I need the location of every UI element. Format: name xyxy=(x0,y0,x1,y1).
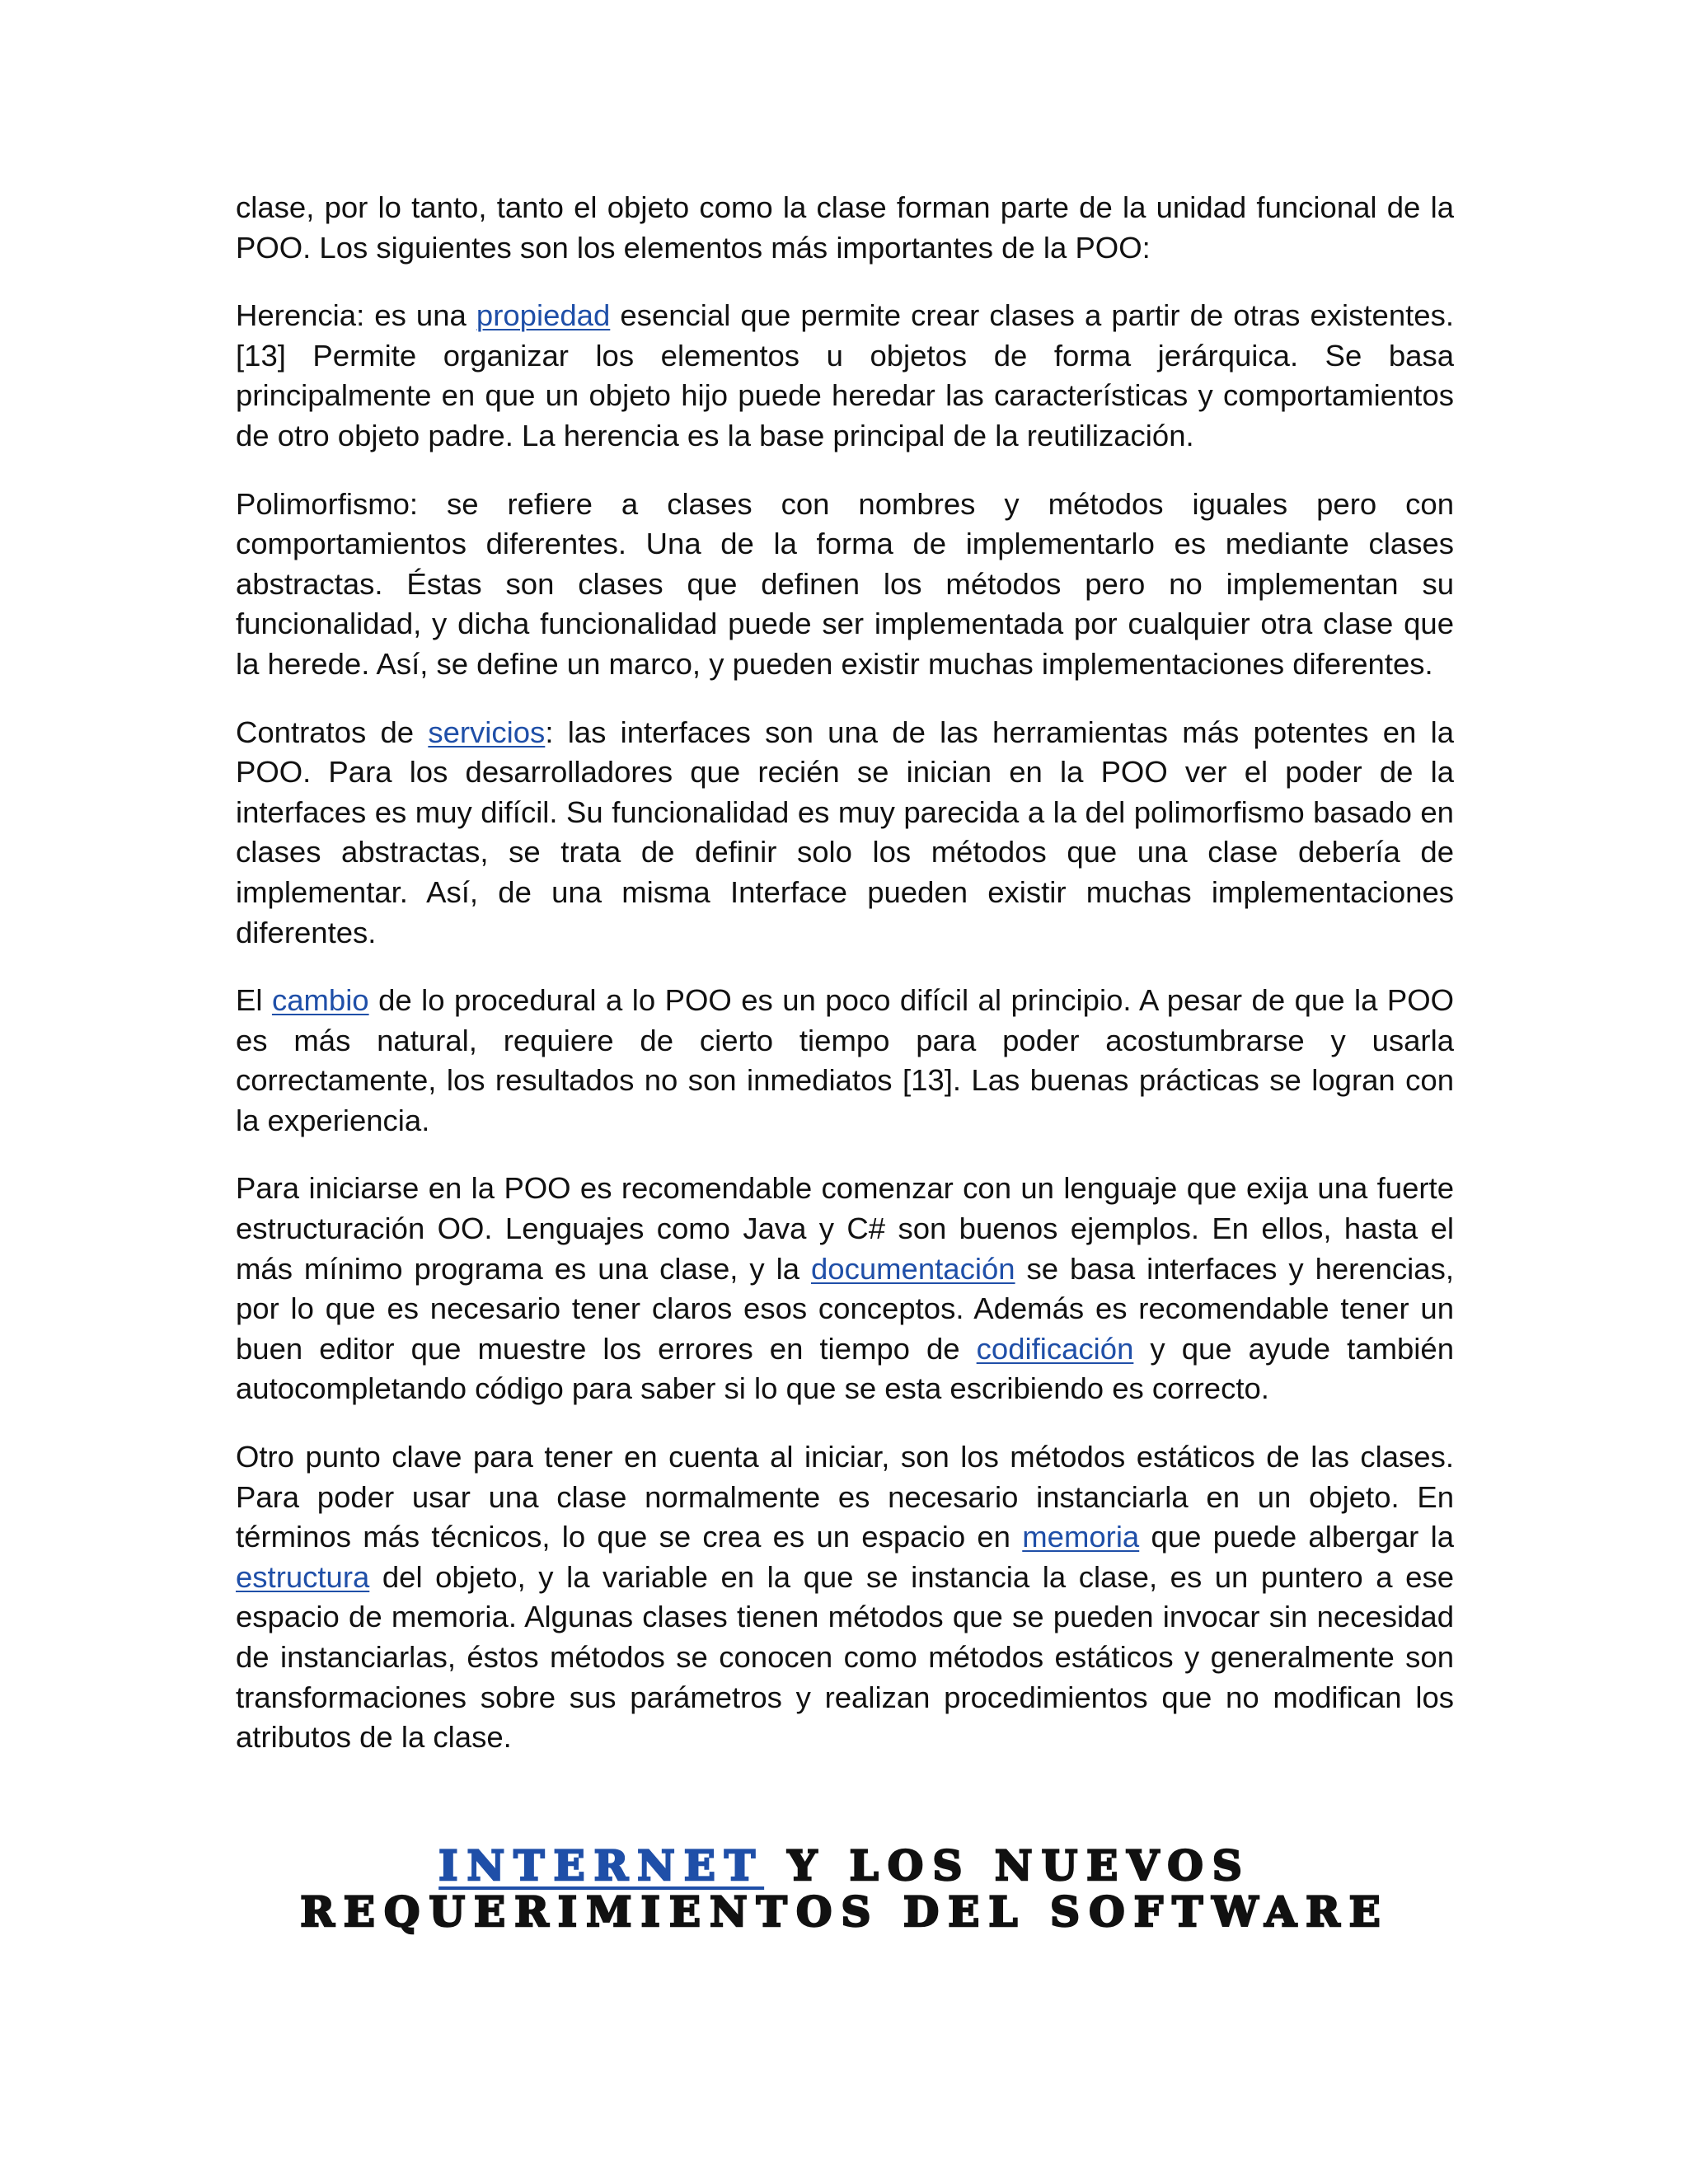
link-internet[interactable]: INTERNET xyxy=(438,1841,765,1890)
paragraph-text: Contratos de xyxy=(236,715,429,749)
paragraph-text: esencial que permite crear clases a partir de otras existentes. [13] Permite organizar los elementos u objetos de forma jerárquica. Se basa principalmente en que un objeto hijo puede heredar las características y comportamientos de otro objeto padre. La herencia es la base principal de la reutilización. xyxy=(236,298,1454,452)
section-heading xyxy=(236,1843,1454,1935)
link-codificacion[interactable]: codificación xyxy=(976,1331,1134,1366)
paragraph-text: : las interfaces son una de las herramientas más potentes en la POO. Para los desarrolladores que recién se inician en la POO ver el poder de la interfaces es muy difícil. Su funcionalidad es muy parecida a la del polimorfismo basado en clases abstractas, se trata de definir solo los métodos que una clase debería de implementar. Así, de una misma Interface pueden existir muchas implementaciones diferentes. xyxy=(236,715,1454,949)
link-estructura[interactable]: estructura xyxy=(236,1559,370,1594)
body-text xyxy=(236,188,1454,1786)
paragraph-polimorfismo xyxy=(236,485,1454,685)
link-memoria[interactable]: memoria xyxy=(1022,1520,1140,1554)
paragraph-text: de lo procedural a lo POO es un poco difícil al principio. A pesar de que la POO es más natural, requiere de cierto tiempo para poder acostumbrarse y usarla correctamente, los resultados no son inmediatos [13]. Las buenas prácticas se logran con la experiencia. xyxy=(236,983,1454,1137)
paragraph-text: Polimorfismo: se refiere a clases con nombres y métodos iguales pero con comportamientos diferentes. Una de la forma de implementarlo es mediante clases abstractas. Éstas son clases que definen los métodos pero no implementan su funcionalidad, y dicha funcionalidad puede ser implementada por cualquier otra clase que la herede. Así, se define un marco, y pueden existir muchas implementaciones diferentes. xyxy=(236,486,1454,681)
heading-line1-rest: Y LOS NUEVOS xyxy=(764,1841,1251,1890)
link-servicios[interactable]: servicios xyxy=(428,715,546,749)
link-propiedad[interactable]: propiedad xyxy=(476,298,611,333)
paragraph-text: clase, por lo tanto, tanto el objeto como la clase forman parte de la unidad funcional de la POO. Los siguientes son los elementos más importantes de la POO: xyxy=(236,190,1454,265)
paragraph-text: del objeto, y la variable en la que se instancia la clase, es un puntero a ese espacio de memoria. Algunas clases tienen métodos que se pueden invocar sin necesidad de instanciarlas, éstos métodos se conocen como métodos estáticos y generalmente son transformaciones sobre sus parámetros y realizan procedimientos que no modifican los atributos de la clase. xyxy=(236,1559,1454,1755)
paragraph-text: Otro punto clave para tener en cuenta al iniciar, son los métodos estáticos de las clases. Para poder usar una clase normalmente es necesario instanciarla en un objeto. En términos más técnicos, lo que se crea es un espacio en xyxy=(236,1440,1454,1554)
paragraph-metodos-estaticos xyxy=(236,1437,1454,1758)
paragraph-text: El xyxy=(236,983,272,1018)
paragraph-cambio xyxy=(236,981,1454,1141)
paragraph-text: se basa interfaces y herencias, por lo que es necesario tener claros esos conceptos. Además es recomendable tener un buen editor que muestre los errores en tiempo de xyxy=(236,1251,1454,1366)
paragraph-text: que puede albergar la xyxy=(1139,1520,1454,1554)
link-documentacion[interactable]: documentación xyxy=(811,1251,1015,1286)
paragraph-text: Para iniciarse en la POO es recomendable comenzar con un lenguaje que exija una fuerte estructuración OO. Lenguajes como Java y C# son buenos ejemplos. En ellos, hasta el más mínimo programa es una clase, y la xyxy=(236,1171,1454,1286)
paragraph-contratos xyxy=(236,713,1454,954)
paragraph-herencia xyxy=(236,296,1454,456)
paragraph-intro xyxy=(236,188,1454,268)
paragraph-text: y que ayude también autocompletando código para saber si lo que se esta escribiendo es correcto. xyxy=(236,1331,1454,1406)
paragraph-iniciarse xyxy=(236,1169,1454,1409)
heading-line2: REQUERIMIENTOS DEL SOFTWARE xyxy=(300,1887,1390,1936)
paragraph-text: Herencia: es una xyxy=(236,298,476,333)
link-cambio[interactable]: cambio xyxy=(271,983,369,1018)
